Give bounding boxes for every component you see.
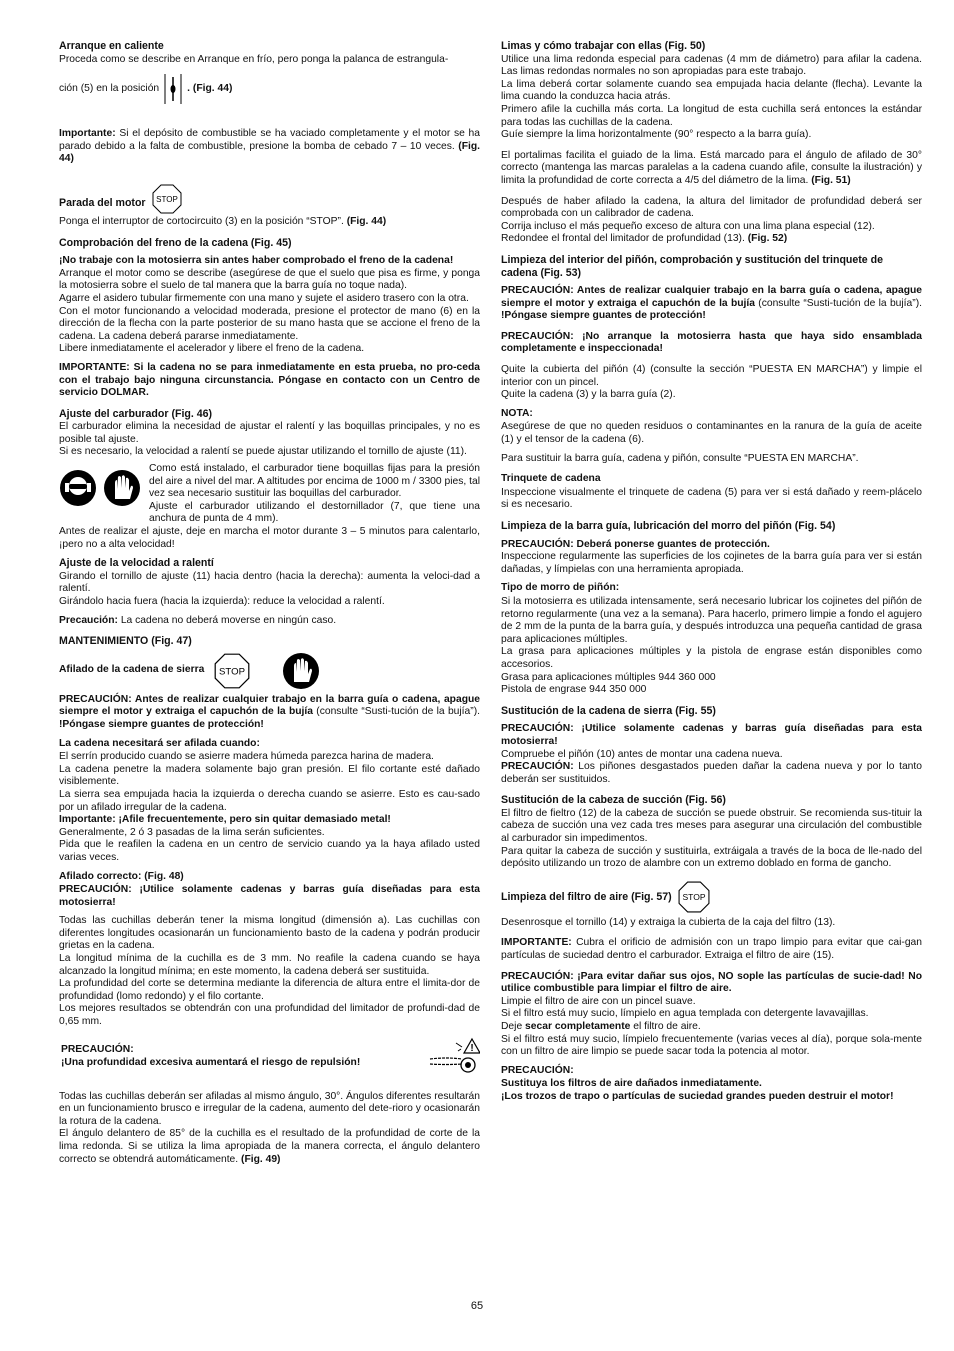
paragraph: Redondee el frontal del limitador de profundidad (13). (Fig. 52) <box>501 233 788 245</box>
paragraph: Todas las cuchillas deberán ser afiladas al mismo ángulo, 30°. Ángulos diferentes resultarán en un funcionamiento brusco e irregular de la cadena, aumento del dete-rioro y ocasionarán la rotura de la cadena. <box>59 1090 480 1127</box>
paragraph: Guíe siempre la lima horizontalmente (90° respecto a la barra guía). <box>501 129 812 141</box>
paragraph: El carburador elimina la necesidad de ajustar el ralentí y las boquillas principales, y no es posible tal ajuste. <box>59 421 480 445</box>
paragraph: ción (5) en la posición <box>59 82 160 94</box>
paragraph: Los mejores resultados se obtendrán con una profundidad del limitador de profundi-dad de 0,65 mm. <box>59 1003 480 1028</box>
paragraph: Como está instalado, el carburador tiene boquillas fijas para la presión del aire a nivel del mar. A altitudes por encima de 1000 m / 3300 pies, tal vez sea necesario sustituir las boquillas del carburador. <box>149 463 480 500</box>
section-title: Afilado correcto: (Fig. 48) <box>59 870 184 882</box>
section-title: Limpieza del interior del piñón, comprobación y sustitución del trinquete de cadena (Fig. 53) <box>501 253 884 279</box>
paragraph: Inspeccione regularmente las superficies de los cojinetes de la barra guía para ver si están dañadas, y límpielas con una herramienta apropiada. <box>501 551 922 575</box>
right-column <box>501 40 922 1110</box>
paragraph: El portalimas facilita el guiado de la lima. Está marcado para el ángulo de afilado de 30° correcto (mantenga las marcas paralelas a la cadena cuando afile, consulte la ilustración) y limita la profundidad de corte correcta a 4/5 del diámetro de la lima. (Fig. 51) <box>501 149 922 186</box>
paragraph: Utilice una lima redonda especial para cadenas (4 mm de diámetro) para afilar la cadena. Las limas redondas normales no son apropiadas para este trabajo. <box>501 53 922 78</box>
warning-text: ¡Una profundidad excesiva aumentará el riesgo de repulsión! <box>61 1056 361 1068</box>
paragraph: La profundidad del corte se determina mediante la diferencia de altura entre el limita-dor de profundidad (lomo redondo) y el filo cortante. <box>59 978 480 1002</box>
kickback-warning-icon <box>428 1037 480 1077</box>
paragraph: Ajuste el carburador utilizando el destornillador (7, que tiene una anchura de punta de 4 mm). <box>149 500 480 525</box>
section-title: Limpieza de la barra guía, lubricación del morro del piñón (Fig. 54) <box>501 520 836 532</box>
warning: PRECAUCIÓN: ¡Utilice solamente cadenas y barras guía diseñadas para esta motosierra! <box>501 723 922 747</box>
left-column <box>59 40 480 1172</box>
paragraph: Para quitar la cabeza de succión y sustituirla, extráigala a través de la boca de lle-nado del depósito utilizando un trozo de alambre con un extremo doblado en forma de gancho. <box>501 845 922 870</box>
section-title: La cadena necesitará ser afilada cuando: <box>59 737 260 749</box>
warning: IMPORTANTE: Si la cadena no se para inmediatamente en esta prueba, no pro-ceda con el trabajo bajo ninguna circunstancia. Póngase en contacto con un Centro de servicio DOLMAR. <box>59 361 480 399</box>
gloves-icon <box>282 652 320 690</box>
paragraph: Después de haber afilado la cadena, la altura del limitador de profundidad deberá ser comprobada con un calibrador de cadena. <box>501 195 922 220</box>
paragraph: IMPORTANTE: Cubra el orificio de admisión con un trapo limpio para evitar que cai-gan partículas de suciedad dentro el carburador. Extraiga el filtro de aire (15). <box>501 937 922 962</box>
paragraph: Si es necesario, la velocidad a ralentí se puede ajustar utilizando el tornillo de ajuste (11). <box>59 446 467 458</box>
stop-icon <box>214 653 250 689</box>
fig-ref: . (Fig. 44) <box>187 82 233 94</box>
paragraph: Agarre el asidero tubular firmemente con una mano y sujete el asidero trasero con la otra. <box>59 292 469 304</box>
section-title: Limas y cómo trabajar con ellas (Fig. 50) <box>501 40 706 52</box>
gloves-icon <box>103 469 141 507</box>
paragraph: El ángulo delantero de 85° de la cuchilla es el resultado de la profundidad de corte de la lima redonda. Si se utiliza la lima apropiada de la manera correcta, el ángulo delantero correcto se obtendrá automáticamente. (Fig. 49) <box>59 1128 480 1165</box>
warning-label: PRECAUCIÓN: <box>61 1044 134 1056</box>
parada-header <box>59 184 480 214</box>
paragraph: La lima deberá cortar solamente cuando sea empujada hacia delante (flecha). Levante la lima cuando la conduzca hacia atrás. <box>501 78 922 103</box>
svg-text:STOP: STOP <box>682 892 706 903</box>
afilado-header <box>59 652 480 690</box>
warning: Importante: ¡Afile frecuentemente, pero sin quitar demasiado metal! <box>59 814 391 826</box>
warning: PRECAUCIÓN: Deberá ponerse guantes de protección. <box>501 538 770 550</box>
section-title: Afilado de la cadena de sierra <box>59 664 205 676</box>
section-title: MANTENIMIENTO (Fig. 47) <box>59 635 192 648</box>
paragraph: Grasa para aplicaciones múltiples 944 360 000 <box>501 671 716 683</box>
paragraph: Quite la cadena (3) y la barra guía (2). <box>501 389 676 401</box>
section-title: NOTA: <box>501 407 533 419</box>
paragraph: Generalmente, 2 ó 3 pasadas de la lima serán suficientes. <box>59 826 325 838</box>
section-title: Sustitución de la cabeza de succión (Fig. 56) <box>501 794 726 807</box>
warning: Sustituya los filtros de aire dañados inmediatamente. <box>501 1078 762 1090</box>
page-number: 65 <box>470 1300 484 1312</box>
stop-icon <box>678 881 710 913</box>
section-title: Comprobación del freno de la cadena (Fig. 45) <box>59 236 292 249</box>
section-title: Ajuste del carburador (Fig. 46) <box>59 407 213 420</box>
paragraph: Para sustituir la barra guía, cadena y piñón, consulte “PUESTA EN MARCHA”. <box>501 452 859 464</box>
paragraph: La longitud mínima de la cuchilla es de 3 mm. No reafile la cadena cuando se haya alcanzado la longitud mínima; en este momento, la cadena deberá ser sustituida. <box>59 953 480 977</box>
paragraph: Primero afile la cuchilla más corta. La longitud de esta cuchilla será entonces la estándar para todas las cuchillas de la cadena. <box>501 103 922 128</box>
stop-icon <box>152 184 182 214</box>
paragraph: Girando el tornillo de ajuste (11) hacia dentro (hacia la derecha): aumenta la veloci-dad a ralentí. <box>59 570 480 595</box>
paragraph: Desenrosque el tornillo (14) y extraiga la cubierta de la caja del filtro (13). <box>501 916 836 928</box>
paragraph: El filtro de fieltro (12) de la cabeza de succión se puede obstruir. Se recomienda sus-tituir la cabeza de succión una vez cada tres meses para asegurar una circulación del combustible al carburador sin impedimentos. <box>501 807 922 845</box>
paragraph: Ponga el interruptor de cortocircuito (3) en la posición “STOP”. (Fig. 44) <box>59 215 387 227</box>
paragraph: Proceda como se describe en Arranque en frío, pero ponga la palanca de estrangula- <box>59 53 449 65</box>
kickback-warning-box <box>59 1037 480 1077</box>
paragraph: Quite la cubierta del piñón (4) (consulte la sección “PUESTA EN MARCHA”) y limpie el interior con un pincel. <box>501 364 922 388</box>
paragraph: Limpie el filtro de aire con un pincel suave. <box>501 995 696 1007</box>
goggles-ear-protection-icon <box>59 469 97 507</box>
paragraph: Antes de realizar el ajuste, deje en marcha el motor durante 3 – 5 minutos para calentarlo, ¡pero no a alta velocidad! <box>59 526 480 550</box>
paragraph: Si la motosierra es utilizada intensamente, será necesario lubricar los cojinetes del piñón de retorno regularmente (una vez a la semana). Para hacerlo, primero limpie a fondo el agujero de 2 mm de la punta de la barra guía, y después introduzca una pequeña cantidad de grasa para aplicaciones múltiples. <box>501 595 922 645</box>
paragraph: Con el motor funcionando a velocidad moderada, presione el protector de mano (6) en la dirección de la flecha con la parte posterior de su mano hasta que se accione el freno de la cadena. La cadena deberá pararse inmediatamente. <box>59 305 480 342</box>
section-title: Trinquete de cadena <box>501 473 601 485</box>
choke-position-line <box>59 74 480 104</box>
warning: PRECAUCIÓN: ¡Utilice solamente cadenas y barras guía diseñadas para esta motosierra! <box>59 884 480 908</box>
section-title: Tipo de morro de piñón: <box>501 582 620 594</box>
ppe-icons <box>59 463 141 526</box>
warning: PRECAUCIÓN: Antes de realizar cualquier trabajo en la barra guía o cadena, apague siempre el motor y extraiga el capuchón de la bujía (consulte “Susti-tución de la bujía”). !Póngase siempre guantes de protección! <box>501 285 922 322</box>
svg-text:STOP: STOP <box>219 666 246 678</box>
paragraph: PRECAUCIÓN: Los piñones desgastados pueden dañar la cadena nueva y por lo tanto deberán ser sustituidos. <box>501 761 922 785</box>
filtro-header <box>501 881 922 913</box>
paragraph: Deje secar completamente el filtro de aire. <box>501 1021 701 1032</box>
paragraph: El serrín producido cuando se asierre madera húmeda parezca harina de madera. <box>59 751 434 763</box>
section-title: Limpieza del filtro de aire (Fig. 57) <box>501 890 672 903</box>
paragraph: Precaución: La cadena no deberá moverse en ningún caso. <box>59 614 337 626</box>
paragraph: Corrija incluso el más pequeño exceso de altura con una lima plana especial (12). <box>501 220 875 232</box>
paragraph: Asegúrese de que no queden residuos o contaminantes en la ranura de la guía de aceite (1) y el tensor de la cadena (6). <box>501 421 922 446</box>
warning: PRECAUCIÓN: ¡No arranque la motosierra hasta que haya sido ensamblada completamente e inspeccionada! <box>501 330 922 355</box>
warning: ¡Los trozos de trapo o partículas de suciedad grandes pueden destruir el motor! <box>501 1090 894 1102</box>
paragraph: Girándolo hacia fuera (hacia la izquierda): reduce la velocidad a ralentí. <box>59 596 385 607</box>
warning: PRECAUCIÓN: ¡Para evitar dañar sus ojos, NO sople las partículas de sucie-dad! No utilice combustible para limpiar el filtro de aire. <box>501 970 922 995</box>
section-title: Parada del motor <box>59 196 146 209</box>
paragraph: Todas las cuchillas deberán tener la misma longitud (dimensión a). Las cuchillas con diferentes longitudes ocasionarán un funcionamiento basto de la cadena y podrán producir grietas en la cadena. <box>59 915 480 952</box>
section-title: Sustitución de la cadena de sierra (Fig. 55) <box>501 704 716 717</box>
section-title: Arranque en caliente <box>59 40 164 52</box>
paragraph: Pistola de engrase 944 350 000 <box>501 684 647 696</box>
paragraph: Arranque el motor como se describe (asegúrese de que el suelo que pisa es firme, y ponga la motosierra sobre el suelo de tal manera que la barra guía no toque nada). <box>59 267 480 292</box>
paragraph: La cadena penetre la madera solamente bajo gran presión. El filo cortante esté dañado visiblemente. <box>59 763 480 788</box>
paragraph: Si el filtro está muy sucio, límpielo frecuentemente (varias veces al día), porque sola-mente con un filtro de aire limpio se puede sacar toda la potencia al motor. <box>501 1033 922 1058</box>
section-title: PRECAUCIÓN: <box>501 1064 574 1076</box>
paragraph: Si el filtro está muy sucio, límpielo en agua templada con detergente lavavajillas. <box>501 1008 869 1020</box>
paragraph: Pida que le reafilen la cadena en un centro de servicio cuando ya la haya afilado usted varias veces. <box>59 839 480 863</box>
warning: ¡No trabaje con la motosierra sin antes haber comprobado el freno de la cadena! <box>59 255 454 267</box>
paragraph: Libere inmediatamente el acelerador y libere el freno de la cadena. <box>59 343 365 355</box>
paragraph: Importante: Si el depósito de combustible se ha vaciado completamente y el motor se ha parado debido a la falta de combustible, presione la bomba de cebado 7 – 10 veces. (Fig. 44) <box>59 128 480 165</box>
paragraph: Compruebe el piñón (10) antes de montar una cadena nueva. <box>501 748 783 760</box>
paragraph: La sierra sea empujada hacia la izquierda o derecha cuando se asierre. Esto es cau-sado por un afilado irregular de la cadena. <box>59 788 480 813</box>
carb-block <box>59 463 480 526</box>
choke-position-icon <box>163 74 183 104</box>
warning: PRECAUCIÓN: Antes de realizar cualquier trabajo en la barra guía o cadena, apague siempre el motor y extraiga el capuchón de la bujía (consulte “Susti-tución de la bujía”). !Póngase siempre guantes de protección! <box>59 693 480 730</box>
svg-text:STOP: STOP <box>155 194 178 204</box>
paragraph: La grasa para aplicaciones múltiples y la pistola de engrase están disponibles como accesorios. <box>501 646 922 670</box>
section-title: Ajuste de la velocidad a ralentí <box>59 557 214 570</box>
paragraph: Inspeccione visualmente el trinquete de cadena (5) para ver si está dañado y reem-plácelo si es necesario. <box>501 486 922 511</box>
svg-text:!: ! <box>470 1042 474 1054</box>
